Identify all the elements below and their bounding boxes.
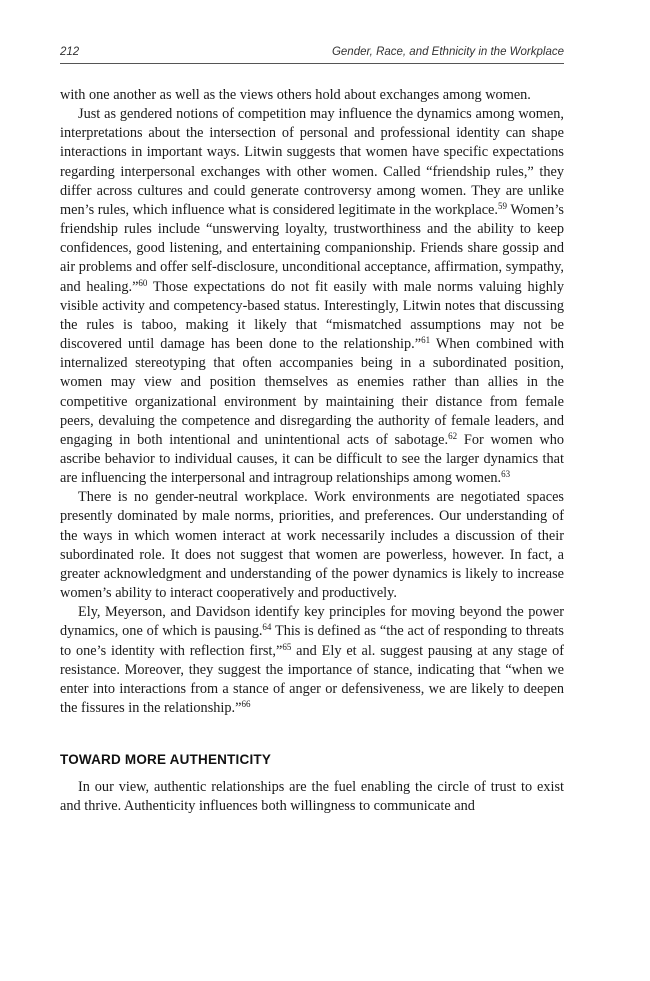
text-run: Just as gendered notions of competition may influence the dynamics among women, interpretations about the intersection of personal and professional identity can shape interactions in important ways. Litwin suggests that women have specific expectations regarding interpersonal exchanges with other women. Called “friendship rules,” they differ across cultures and could generate controversy among women. They are unlike men’s rules, which influence what is considered legitimate in the workplace. (60, 106, 564, 218)
text-run: Ely, Meyerson, and Davidson identify key principles for moving beyond the power dynamics, one of which is pausing. (60, 604, 564, 640)
footnote-ref: 62 (448, 430, 458, 441)
footnote-ref: 66 (241, 699, 251, 709)
page-number: 212 (60, 46, 80, 58)
text-run: For women who ascribe behavior to individual causes, it can be difficult to see the larger dynamics that are influencing the interpersonal and intragroup relationships among women. (60, 431, 565, 487)
running-title: Gender, Race, and Ethnicity in the Workplace (331, 46, 564, 58)
section-paragraph-1 (60, 778, 564, 816)
paragraph-2 (60, 105, 564, 488)
text-run: and Ely et al. suggest pausing at any stage of resistance. Moreover, they suggest the importance of stance, indicating that “when we enter into interactions from a stance of anger or defensiveness, we are likely to deepen the fissures in the relationship.” (60, 642, 564, 716)
paragraph-3 (60, 488, 564, 603)
text-run: There is no gender-neutral workplace. Work environments are negotiated spaces presently dominated by male norms, priorities, and preferences. Our understanding of the ways in which women interact at work necessarily includes a discussion of their subordinated role. It does not suggest that women are powerless, however. In fact, a greater acknowledgment and understanding of the power dynamics is likely to increase women’s ability to interact cooperatively and productively. (60, 489, 564, 602)
book-page (60, 46, 564, 817)
footnote-ref: 64 (262, 622, 272, 633)
footnote-ref: 59 (497, 200, 507, 211)
running-head (60, 46, 564, 64)
paragraph-1 (60, 86, 564, 105)
text-run: This is defined as “the act of responding to threats to one’s identity with reflection first,” (60, 623, 564, 659)
text-run: In our view, authentic relationships are the fuel enabling the circle of trust to exist and thrive. Authenticity influences both willingness to communicate and (60, 779, 564, 815)
text-run: with one another as well as the views others hold about exchanges among women. (60, 87, 531, 103)
footnote-ref: 60 (138, 277, 148, 288)
text-run: When combined with internalized stereotyping that often accompanies being in a subordinated position, women may view and position themselves as enemies rather than allies in the competitive organizational environment by maintaining their distance from female peers, devaluing the competence and disregarding the authority of female leaders, and engaging in both intentional and unintentional acts of sabotage. (60, 336, 564, 448)
section-heading: TOWARD MORE AUTHENTICITY (60, 752, 272, 768)
text-run: Women’s friendship rules include “unswerving loyalty, trustworthiness and the ability to keep confidences, good listening, and entertaining companionship. Friends share gossip and air problems and offer self-disclosure, unconditional acceptance, affirmation, sympathy, and healing.” (60, 201, 564, 295)
footnote-ref: 61 (421, 335, 431, 346)
text-run: Those expectations do not fit easily with male norms valuing highly visible activity and competency-based status. Interestingly, Litwin notes that discussing the rules is taboo, making it likely that “mismatched assumptions may not be discovered until damage has been done to the relationship.” (60, 278, 564, 353)
footnote-ref: 65 (282, 641, 292, 652)
footnote-ref: 63 (501, 469, 511, 480)
body-text (60, 86, 564, 817)
paragraph-4 (60, 603, 564, 718)
